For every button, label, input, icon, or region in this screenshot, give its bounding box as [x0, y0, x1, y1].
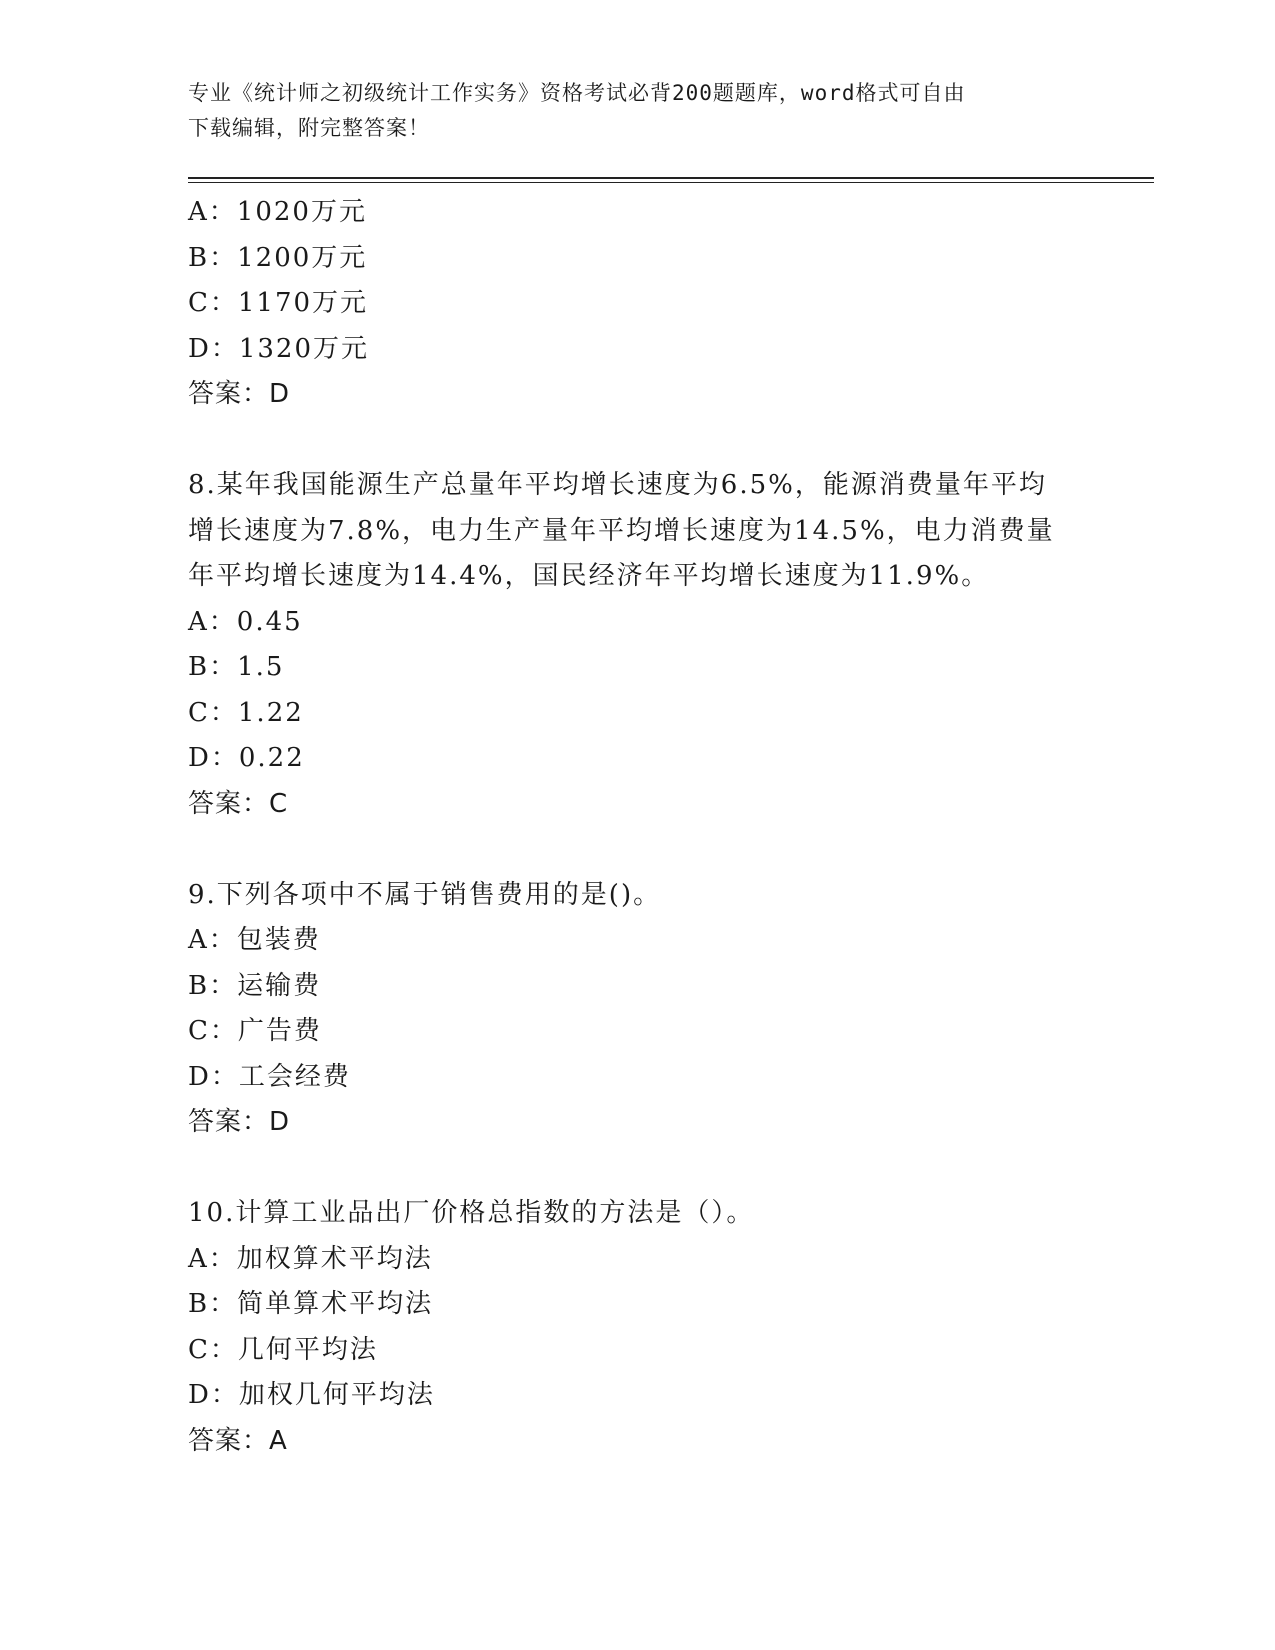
option-b: B：运输费 [188, 970, 322, 1001]
question-9 [188, 873, 1088, 1146]
option-d: D：工会经费 [188, 1061, 351, 1092]
question-stem-line: 8.某年我国能源生产总量年平均增长速度为6.5%，能源消费量年平均 [188, 470, 1047, 500]
question-10 [188, 1191, 1088, 1464]
question-stem-line: 9.下列各项中不属于销售费用的是()。 [188, 879, 662, 910]
option-a: A：1020万元 [188, 197, 367, 227]
answer-line: 答案：C [188, 788, 289, 819]
option-d: D：加权几何平均法 [188, 1380, 435, 1410]
option-d: D：0.22 [188, 743, 305, 773]
spacer [188, 418, 1088, 464]
option-c: C：几何平均法 [188, 1334, 378, 1365]
option-c: C：1.22 [188, 697, 304, 728]
answer-line: 答案：D [188, 379, 291, 409]
question-7-continuation [188, 190, 1088, 418]
option-c: C：1170万元 [188, 288, 369, 318]
spacer [188, 827, 1088, 873]
header-title-line-1: 专业《统计师之初级统计工作实务》资格考试必背200题题库，word格式可自由 [188, 81, 966, 105]
question-stem-line: 增长速度为7.8%，电力生产量年平均增长速度为14.5%，电力消费量 [188, 515, 1055, 546]
option-b: B：1200万元 [188, 242, 368, 273]
option-a: A：加权算术平均法 [188, 1243, 433, 1274]
option-a: A：包装费 [188, 925, 321, 955]
option-d: D：1320万元 [188, 333, 370, 364]
answer-line: 答案：D [188, 1107, 291, 1137]
option-b: B：简单算术平均法 [188, 1289, 434, 1319]
option-c: C：广告费 [188, 1016, 322, 1046]
header-title-line-2: 下载编辑，附完整答案！ [188, 116, 430, 140]
spacer [188, 1146, 1088, 1192]
question-8 [188, 463, 1088, 827]
document-header [188, 76, 1068, 146]
option-b: B：1.5 [188, 652, 285, 682]
answer-line: 答案：A [188, 1425, 288, 1456]
header-divider-thin [188, 182, 1154, 183]
question-stem-line: 10.计算工业品出厂价格总指数的方法是（）。 [188, 1198, 755, 1228]
question-stem-line: 年平均增长速度为14.4%，国民经济年平均增长速度为11.9%。 [188, 561, 990, 591]
option-a: A：0.45 [188, 606, 303, 637]
question-list [188, 190, 1088, 1464]
header-divider-thick [188, 177, 1154, 179]
